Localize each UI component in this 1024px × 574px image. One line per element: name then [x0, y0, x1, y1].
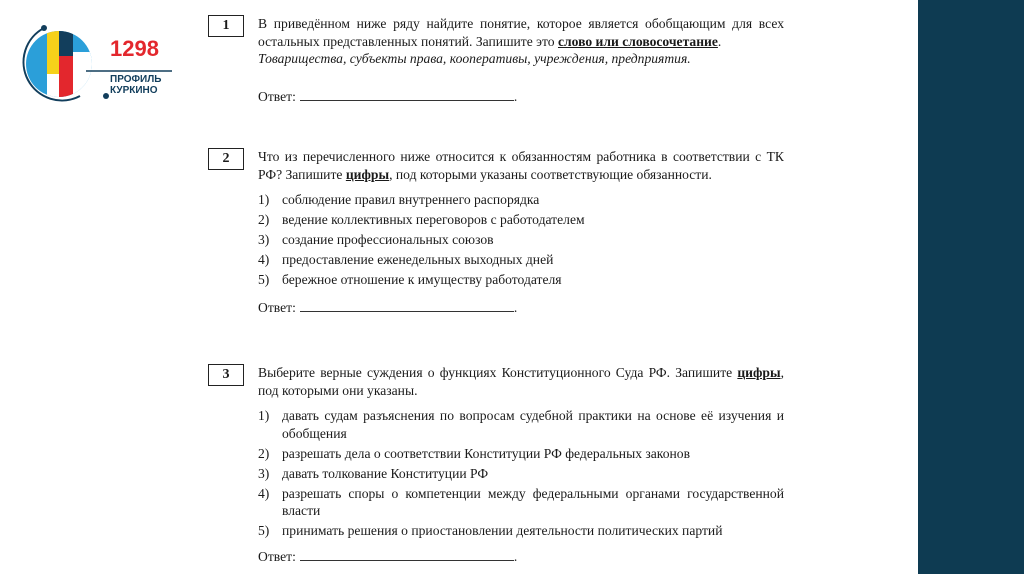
answer-field[interactable]: Ответ: .: [258, 88, 518, 104]
options-list: [258, 407, 784, 540]
list-item: 5) принимать решения о приостановлении деятельности политических партий: [258, 523, 723, 539]
question-text: В приведённом ниже ряду найдите понятие, которое является обобщающим для всех остальных представленных понятий. Запишите это слово или словосочетание.: [258, 16, 784, 49]
question-text: Выберите верные суждения о функциях Конституционного Суда РФ. Запишите цифры, под которыми они указаны.: [258, 365, 784, 398]
logo-number: 1298: [110, 36, 159, 61]
question-2: [208, 148, 784, 316]
question-number: 2: [208, 148, 244, 170]
question-terms: Товарищества, субъекты права, кооперативы, учреждения, предприятия.: [258, 51, 691, 67]
question-text: Что из перечисленного ниже относится к обязанностям работника в соответствии с ТК РФ? Запишите цифры, под которыми указаны соответствующие обязанности.: [258, 149, 784, 182]
logo: [14, 14, 174, 114]
question-1: [208, 15, 784, 105]
list-item: 2) ведение коллективных переговоров с работодателем: [258, 212, 585, 228]
list-item: 1) давать судам разъяснения по вопросам судебной практики на основе её изучения и обобщения: [258, 408, 784, 441]
logo-line2: КУРКИНО: [110, 85, 158, 96]
options-list: [258, 191, 784, 289]
list-item: 4) предоставление еженедельных выходных дней: [258, 252, 554, 268]
question-number: 3: [208, 364, 244, 386]
list-item: 3) создание профессиональных союзов: [258, 232, 494, 248]
logo-emblem-icon: [14, 14, 174, 114]
answer-field[interactable]: Ответ: .: [258, 299, 518, 315]
list-item: 2) разрешать дела о соответствии Конституции РФ федеральных законов: [258, 445, 690, 461]
list-item: 5) бережное отношение к имуществу работодателя: [258, 272, 562, 288]
logo-text: [110, 74, 161, 96]
question-number: 1: [208, 15, 244, 37]
question-3: [208, 364, 784, 566]
list-item: 1) соблюдение правил внутреннего распорядка: [258, 192, 540, 208]
side-panel: [918, 0, 1024, 574]
answer-field[interactable]: Ответ: .: [258, 548, 518, 564]
list-item: 4) разрешать споры о компетенции между федеральными органами государственной власти: [258, 485, 784, 519]
list-item: 3) давать толкование Конституции РФ: [258, 465, 489, 481]
logo-line1: ПРОФИЛЬ: [110, 74, 162, 85]
